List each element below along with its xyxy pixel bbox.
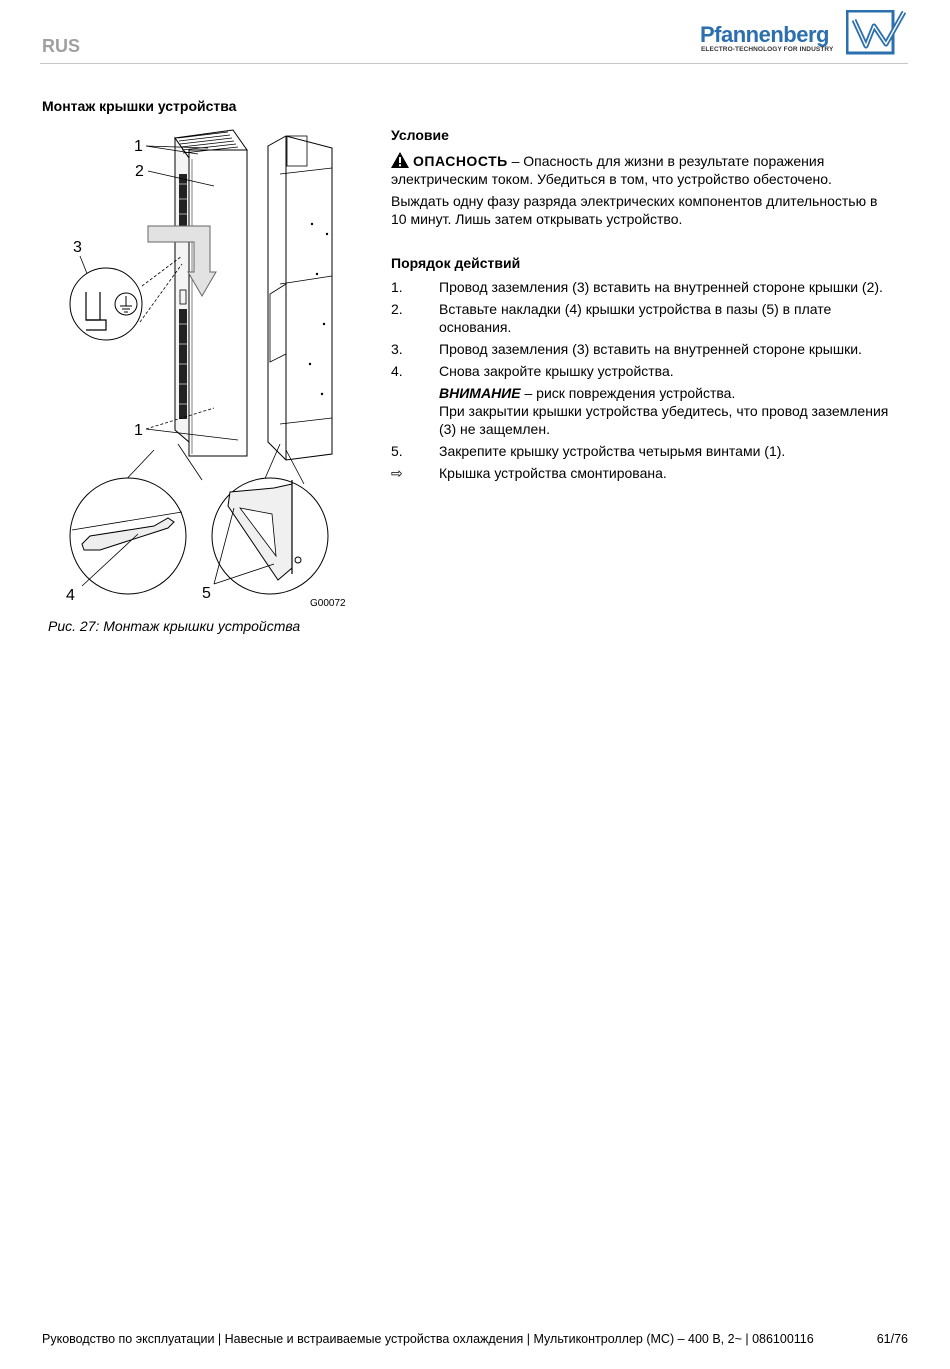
- step-text: Снова закройте крышку устройства.: [439, 363, 674, 379]
- svg-text:3: 3: [73, 239, 82, 256]
- instructions-column: [391, 126, 891, 486]
- attention-notice: [391, 384, 891, 438]
- procedure-step: [391, 278, 891, 296]
- header-divider: [40, 63, 908, 64]
- step-number: 4.: [391, 363, 403, 379]
- svg-text:1: 1: [134, 138, 143, 155]
- procedure-step: [391, 442, 891, 460]
- procedure-heading: Порядок действий: [391, 255, 521, 271]
- pfannenberg-logo: [698, 8, 908, 58]
- cover-mounting-figure: [42, 124, 362, 614]
- step-number: 2.: [391, 301, 403, 317]
- language-code: RUS: [42, 36, 81, 56]
- procedure-step: [391, 300, 891, 336]
- step-number: 1.: [391, 279, 403, 295]
- page-number: 61/76: [876, 1332, 908, 1346]
- figure-drawing: [42, 124, 362, 614]
- step-text: Провод заземления (3) вставить на внутренней стороне крышки (2).: [439, 279, 883, 295]
- discharge-wait-text: Выждать одну фазу разряда электрических компонентов длительностью в 10 минут. Лишь затем открывать устройство.: [391, 193, 878, 227]
- footer-document-info: Руководство по эксплуатации | Навесные и встраиваемые устройства охлаждения | Мультиконтроллер (MC) – 400 В, 2~ | 086100116: [42, 1332, 814, 1346]
- logo-name: Pfannenberg: [700, 22, 829, 47]
- step-number: 5.: [391, 443, 403, 459]
- attention-text: – риск повреждения устройства.: [520, 385, 736, 401]
- result-line: [391, 464, 891, 482]
- step-text: Провод заземления (3) вставить на внутренней стороне крышки.: [439, 341, 862, 357]
- logo-mark-icon: [846, 10, 906, 56]
- step-text: Закрепите крышку устройства четырьмя винтами (1).: [439, 443, 786, 459]
- logo-tagline: ELECTRO-TECHNOLOGY FOR INDUSTRY: [701, 46, 834, 53]
- step-number: 3.: [391, 341, 403, 357]
- svg-text:5: 5: [202, 585, 211, 602]
- step-text: Вставьте накладки (4) крышки устройства в пазы (5) в плате основания.: [439, 301, 832, 335]
- svg-text:1: 1: [134, 422, 143, 439]
- condition-heading: Условие: [391, 127, 449, 143]
- attention-label: ВНИМАНИЕ: [439, 385, 521, 401]
- svg-text:2: 2: [135, 163, 144, 180]
- svg-text:4: 4: [66, 587, 75, 604]
- danger-notice: [391, 152, 891, 188]
- warning-triangle-icon: [391, 152, 409, 168]
- procedure-step: [391, 340, 891, 358]
- danger-label: ОПАСНОСТЬ: [413, 153, 508, 169]
- result-arrow-icon: ⇨: [391, 465, 403, 481]
- figure-caption: Рис. 27: Монтаж крышки устройства: [48, 618, 301, 634]
- attention-detail: При закрытии крышки устройства убедитесь, что провод заземления (3) не защемлен.: [439, 403, 889, 437]
- section-title: Монтаж крышки устройства: [42, 98, 237, 114]
- result-text: Крышка устройства смонтирована.: [439, 465, 667, 481]
- figure-code: G00072: [310, 598, 346, 609]
- danger-text: – Опасность для жизни в результате поражения электрическим током. Убедиться в том, что устройство обесточено.: [391, 153, 832, 187]
- procedure-step: [391, 362, 891, 380]
